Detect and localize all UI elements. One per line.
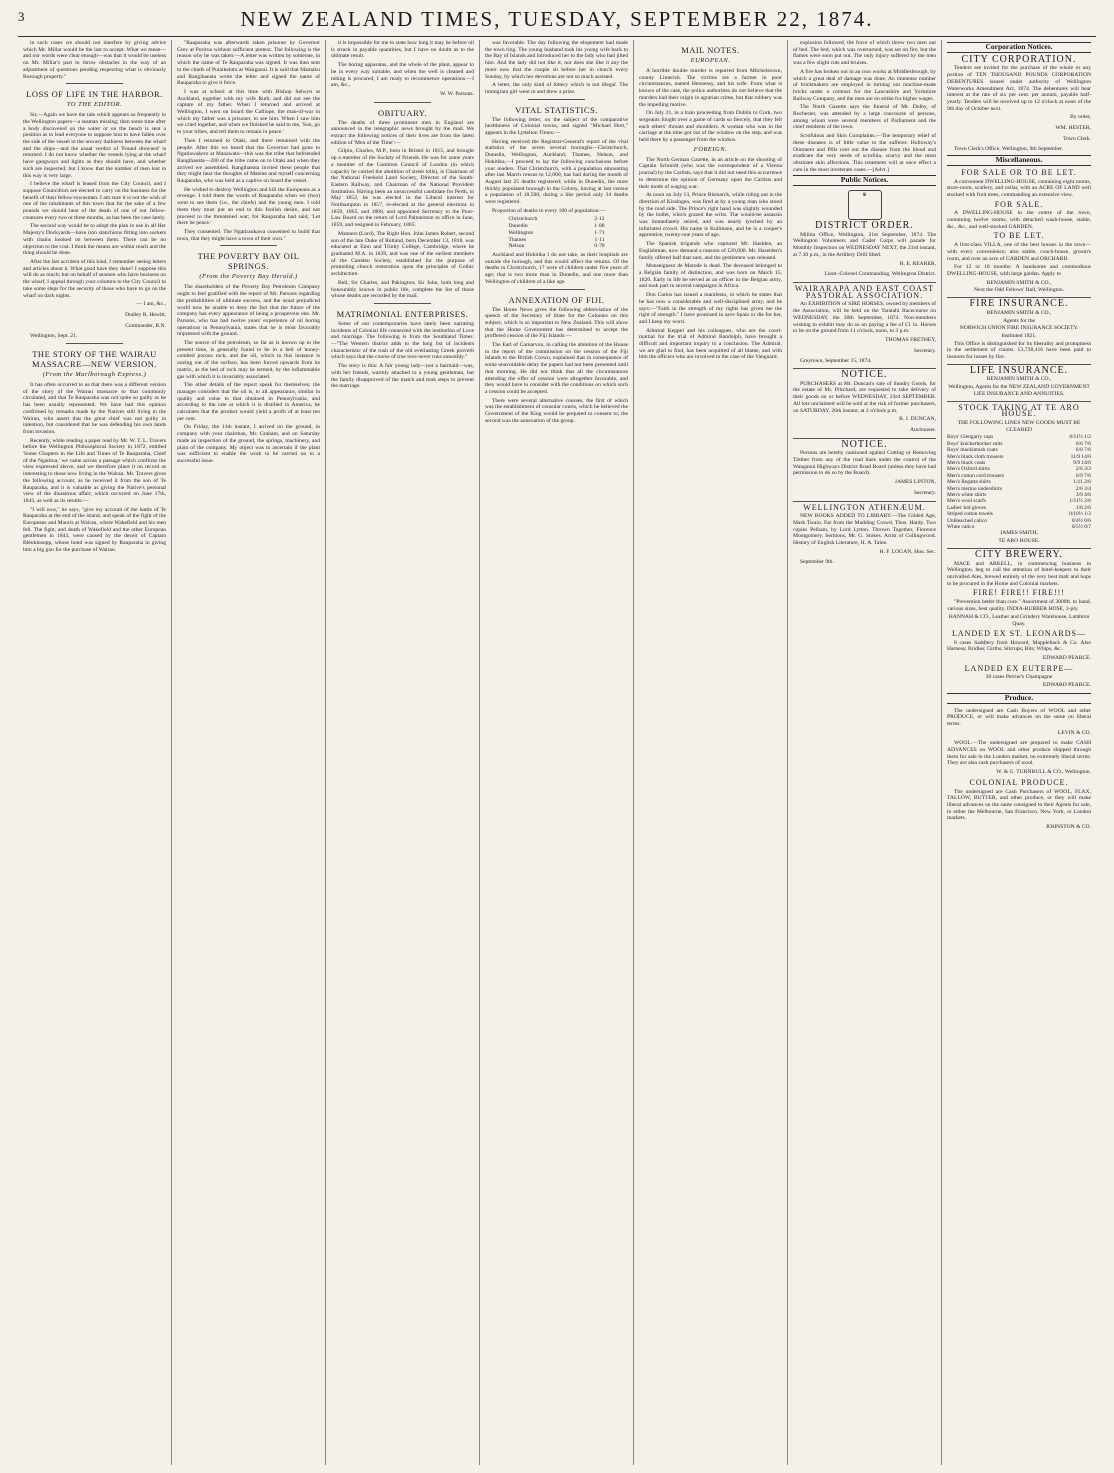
- article-heading: MAIL NOTES.: [681, 45, 740, 55]
- divider: [374, 102, 431, 103]
- dateline: Wellington, Sept. 21.: [30, 333, 78, 340]
- table-row: [506, 243, 606, 250]
- article-text: Having received the Registrar-General's report of the vital statistics of the seven several boroughs—Christchurch, Dunedin, Wellington, Auckland, Thames, Nelson, and Hokitika,—I proceed to lay the following conclusions before your readers. That Christchurch, with a population amounting after last March census to 12,000, has had during the month of August last 25 deaths registered; while in Dunedin, the most thickly populated borough in the Colony, having at last census a population of 18,500, during a like period only 34 deaths were registered.: [485, 138, 628, 206]
- table-cell: Men's cotton cord trousers: [947, 472, 1005, 479]
- table-cell: Men's Oxford shirts: [947, 466, 990, 473]
- dateline: September 9th.: [800, 559, 834, 566]
- masthead: [0, 0, 1114, 38]
- masthead-rule: [18, 36, 1096, 37]
- table-cell: Men's black coats: [947, 459, 986, 466]
- advert-line: 30 cases Perrier's Champagne: [985, 674, 1053, 681]
- mortality-table: [506, 216, 606, 250]
- divider: [793, 282, 936, 283]
- advert-line: BENJAMIN SMITH & CO.,: [986, 376, 1052, 383]
- article-heading: LOSS OF LIFE IN THE HARBOR.: [26, 89, 163, 100]
- dateline: Town Clerk's Office, Wellington, 9th September.: [954, 146, 1064, 153]
- section-heading: Miscellaneous.: [947, 155, 1091, 166]
- table-cell: 1/11 2/6: [1073, 479, 1091, 486]
- table-cell: Men's Regatta shirts: [947, 479, 991, 486]
- advert-line: BENJAMIN SMITH & CO.,: [986, 309, 1052, 316]
- signature: LEVIN & CO.: [1057, 729, 1091, 736]
- article-text: it is impossible for me to state how long it may be before oil is struck in payable quantities, but I have no doubt as to the ultimate result.: [331, 40, 474, 60]
- royal-arms-icon: ♛: [848, 190, 882, 220]
- table-cell: 9/9 14/6: [1073, 459, 1091, 466]
- article-heading: MATRIMONIAL ENTERPRISES.: [336, 308, 469, 319]
- signature: — I am, &c.,: [136, 301, 166, 308]
- table-cell: Boys' mackintosh coats: [947, 447, 998, 454]
- advert-title: LANDED EX EUTERPE—: [964, 663, 1074, 673]
- notice-title: WELLINGTON ATHENÆUM.: [803, 502, 926, 512]
- advert-title: FIRE INSURANCE.: [969, 298, 1069, 310]
- article-text: The shareholders of the Poverty Bay Petroleum Company ought to feel gratified with the report of Mr. Parsons regarding the probabilities of ultimate success, and the usual prejudiced world now be unable to deny the fact that the future of the company has every appearance of being a prosperous one. Mr. Parsons, who has had twelve years' experience of oil boring operations in Pennsylvania, states that he is most favorably impressed with the ground.: [177, 284, 320, 338]
- advert-title: COLONIAL PRODUCE.: [969, 777, 1069, 787]
- section-heading: Produce.: [947, 693, 1091, 704]
- column-6: [788, 40, 942, 1465]
- table-row: [506, 216, 606, 223]
- article-text: The Spanish brigands who captured Mr. Haslden, an Englishman, now demand a ransom of £20,000. Mr. Haselden's family offered half that sum, and the gentlemen was released.: [639, 241, 782, 261]
- article-text: He wished to destroy Wellington and kill the Europeans as a revenge. I told them the words of Rauparaha when we (two) went to see them (i.e., the chiefs) and the young men. I told them they must put an end to this foolish desire, and not proceed to the threatened war; for Rauparaha had said, 'Let there be peace.': [177, 186, 320, 227]
- article-heading: ANNEXATION OF FIJI.: [508, 294, 605, 305]
- newspaper-title: NEW ZEALAND TIMES, TUESDAY, SEPTEMBER 22, 1874.: [240, 7, 874, 31]
- section-heading: Corporation Notices.: [947, 42, 1091, 53]
- article-text: explosion followed, the force of which threw two men out of bed. The bed, which was overturned, was set on fire, but the flames were soon put out. The only injury suffered by the men was a few slight cuts and bruises.: [793, 40, 936, 67]
- table-cell: 1·88: [594, 223, 605, 230]
- advert-line: BENJAMIN SMITH & CO.,: [986, 279, 1052, 286]
- table-cell: 3/9 4/6: [1075, 492, 1091, 498]
- advert-title: CITY CORPORATION.: [961, 53, 1077, 65]
- advertisement-text: Scrofulous and Skin Complaints.—The temporary relief of these diseases is of little value to the sufferer. Holloway's Ointment and Pills root out the disease from the blood and eradicate the very seeds of scrofula, scurvy and the most obstinate skin affections. This treatment will at once effect a cure in the most inveterate cases.—[Advt.]: [793, 133, 936, 173]
- table-cell: 2/6 3/3: [1075, 466, 1091, 473]
- advert-text: MACE and ARKELL, in commencing business in Wellington, beg to call the attention of hotel-keepers to their unrivalled Ales, brewed entirely of the very best malt and hops to be procured in the Home and Colonial markets.: [947, 560, 1091, 587]
- table-cell: 6/0 7/6: [1075, 447, 1091, 454]
- table-cell: Dunedin: [508, 223, 528, 230]
- table-cell: Men's merino undershirts: [947, 485, 1002, 492]
- advert-title: TO BE LET.: [993, 231, 1045, 241]
- article-heading: THE STORY OF THE WAIRAU MASSACRE—NEW VERSION.: [32, 349, 157, 370]
- signature: Town Clerk.: [1063, 135, 1091, 142]
- table-cell: 6/9 7/6: [1075, 472, 1091, 479]
- table-cell: White calico: [947, 524, 975, 531]
- article-text: "I will now," he says, "give my account of the battle of Te Rauparaha at the end of the island, and speak of the fight of the Europeans and Maoris at Wairau, where Wakefield and his men fell. The fight, and death of Wakefield and the other European gentlemen in 1843, were caused by the deceit of Captain Blenkinsopp, whose bond was signed by Rauparaha in giving him a big gun for the purchase of Wairau.: [23, 506, 166, 553]
- dateline: Greytown, September 15, 1874.: [800, 358, 872, 365]
- article-heading: THE POVERTY BAY OIL SPRINGS.: [197, 251, 300, 272]
- article-text: Monseigneur de Marode is dead. The deceased belonged to a Belgian family of distinction, and was born on March 15, 1820. Early in life he served as an officer in the Belgian army, and took part in several campaigns in Africa.: [639, 263, 782, 290]
- notice-text: PURCHASERS at Mr. Duncan's sale of Sundry Goods, for the estate of Mr. Pritchard, are requested to take delivery of their goods on or before WEDNESDAY, 23rd SEPTEMBER. All lots unclaimed will be sold at the risk of former purchasers, on SATURDAY, 26th instant, at 2 o'clock p.m.: [793, 380, 936, 414]
- article-text: The deaths of three prominent men in England are announced in the telegraphic news brought by the mail. We extract the following notices of their lives are from the latest edition of 'Men of the Time':—: [331, 119, 474, 146]
- advert-title: FOR SALE OR TO BE LET.: [961, 167, 1077, 177]
- column-3: [326, 40, 480, 1465]
- signature: EDWARD PEARCE.: [1042, 654, 1091, 661]
- article-subheading: EUROPEAN.: [690, 57, 731, 64]
- article-text: in such cases we should not interfere by giving advice which Mr. Millar would be the last to accept. What we mean—and our words were clear enough—was that it would be useless on Mr. Millar's part to throw obstacles in the way of an adjustment of questions pending respecting what is obviously Borough property.": [23, 40, 166, 80]
- article-text: Bell, Sir Charles, and Pakington, Sir John, both long and honourably known in public life, complete the list of those whose deaths are recorded by the mail.: [331, 279, 474, 300]
- advert-text: For 12 or 18 months: A handsome and commodious DWELLING-HOUSE, with large garden. Apply to: [947, 264, 1091, 277]
- divider: [528, 99, 585, 100]
- advert-line: Instituted 1821.: [1001, 332, 1037, 339]
- stats-intro: Proportion of deaths to every 100 of population:—: [492, 207, 606, 214]
- table-cell: 1/6 2/6: [1075, 504, 1091, 511]
- article-text: Sir,—Again we have the tale which appears so frequently in the Wellington papers—a seaman missing; then some time after a body discovered on the water or on the beach is sent a position as to lead everyone to suppose him to have fallen over the side of the vessel in the unwary darkness between the wharf and the ships—and the usual verdict of 'Found drowned' is returned. I do not know whether the vessels lying at the wharf have gangways and lights as they should have, and whether such are inspected; but I know that the number of men lost in this way is very large.: [23, 112, 166, 179]
- article-text: Auckland and Hokitika I do not take, as their hospitals are outside the borough, and this would affect the returns. Of the deaths in Christchurch, 17 were of children under five years of age; that is two more than in Dunedin, and one more than Wellington of children of a like age.: [485, 251, 628, 285]
- column-7: [942, 40, 1096, 1465]
- table-cell: 11/9 14/6: [1070, 453, 1091, 460]
- article-text: On Friday, the 11th instant, I arrived on the ground, in company with your chairman, Mr. Graham, and on Saturday made an inspection of the ground, the springs, machinery, and plant of the company. My object was to ascertain if the plant was sufficient to enable the work to be carried on to a successful issue.: [177, 424, 320, 464]
- signature: W. W. Parsons.: [440, 90, 474, 97]
- signature: Auctioneer.: [910, 426, 936, 433]
- table-cell: Ladies' kid gloves: [947, 504, 986, 511]
- table-cell: 0/10½ 1/3: [1069, 511, 1091, 518]
- signature: By order,: [1070, 114, 1091, 121]
- divider: [947, 401, 1091, 402]
- article-text: The second way would be to adopt the plan in use in all Her Majesty's Dockyards—have iron stanchions fitting into sockets with chains hooked on between them. There can be no objection to the cost. I think the means are within reach and the thing should be done.: [23, 223, 166, 257]
- advert-title: LANDED EX ST. LEONARDS—: [952, 628, 1086, 638]
- column-2: [172, 40, 326, 1465]
- article-subheading: TO THE EDITOR.: [66, 101, 123, 109]
- notice-text: Persons are hereby cautioned against Cutting or Removing Timber from any of the road lines under the control of the Wanganui Highways District Road Board (unless they have had permission to do so by the Board).: [793, 450, 936, 477]
- table-cell: 1/11½ 2/6: [1069, 498, 1091, 505]
- article-text: I believe the wharf is leased from the City Council, and I suppose Councillors are elected to carry on the business for the benefit of their fellow-townsmen. I am sure it is not the wish of one of the inhabitants of this town that for the sake of a few pounds we should hear of the death of one of our fellow-creatures every two or three months, as has been the case lately.: [23, 181, 166, 221]
- table-cell: 1·71: [594, 229, 605, 236]
- signature: Secretary.: [913, 489, 936, 496]
- table-cell: 0/11½ 1/2: [1069, 434, 1091, 441]
- article-text: Then I returned to Otaki, and there remained with the people. After this we heard that the Governor had gone to Ngatiawakero at Manawatu—this was the tribe that befriended Rangihaeata—200 of the tribe came on to Otaki and when they arrived we assembled. Rangihaeata invited these people that they might hear the thoughts of Matene and myself concerning Rauparaha, who was held as a captive on board the vessel.: [177, 137, 320, 185]
- article-text: The boring apparatus, and the whole of the plant, appear to be in every way suitable, and when the well is cleaned and tubing is procured, I am ready to recommence operations.—I am, &c.,: [331, 62, 474, 89]
- article-text: A fire has broken out in an iron works at Middlesbrough, by which a great deal of damage was done. An immense number of brickmakers are employed in turning out machine-made bricks under a contract for the Lancashire and Yorkshire Railway Company, and the men are on strike for higher wages.: [793, 68, 936, 102]
- advert-title: LIFE INSURANCE.: [969, 364, 1069, 376]
- signature: JAMES LINTON,: [894, 479, 936, 486]
- notice-text: NEW BOOKS ADDED TO LIBRARY.—The Gilded Age, Mark Twain. Far from the Madding Crowd, Thos. Hardy. Two copies Pelham, by Lord Lytton. Thrown Together, Florence Montgomery. Sermons, Mr. G. Stokes. Artist of Collingwood. History of English Literature, H. A. Taine.: [793, 513, 936, 547]
- signature: Lieut.-Colonel Commanding, Wellington District.: [824, 271, 936, 278]
- divider: [66, 83, 123, 84]
- page-columns: [18, 40, 1096, 1465]
- divider: [374, 303, 431, 304]
- article-text: They consented. The Ngatiraukawa consented to build that town, that they might have a town of their own.": [177, 228, 320, 242]
- article-heading: OBITUARY.: [378, 107, 427, 118]
- signature: Commander, R.N.: [125, 322, 166, 329]
- table-cell: Men's white shirts: [947, 492, 987, 498]
- advert-text: The undersigned are Cash Buyers of WOOL and other PRODUCE, or will make advances on the same on liberal terms.: [947, 707, 1091, 727]
- article-text: The North Gazette says the funeral of Mr. Dolby, of Rochester, was attended by a large concourse of persons, among whom were several members of Parliament and the chief residents of the town.: [793, 104, 936, 131]
- signature: WM. HESTER,: [1055, 125, 1091, 132]
- table-cell: Nelson: [508, 243, 525, 250]
- notice-title: NOTICE.: [841, 438, 888, 450]
- article-text: The Earl of Carnarvon, in calling the attention of the House to the report of the commission on the cession of the Fiji Islands to the British Crown, explained that in consequence of some unavoidable delay the papers had not been presented until that morning. He did not think that all the circumstances attending the offer of cession were altogether favorable, and they would have to consider with the conditions on which such a cession could be accepted.: [485, 342, 628, 395]
- signature: W. & G. TURNBULL & CO., Wellington.: [996, 769, 1091, 776]
- article-text: There were several alternative courses, the first of which was the establishment of consular courts, which he believed the Government of the King would be prepared to consent to; the second was the annexation of the group.: [485, 397, 628, 424]
- advert-title: FIRE! FIRE!! FIRE!!!: [973, 588, 1065, 598]
- article-text: A letter, the only kind of lottery which is not illegal. The immigrant girl went in and drew a prize.: [485, 82, 628, 95]
- table-cell: Thames: [508, 236, 527, 243]
- article-subheading: (From the Marlborough Express.): [42, 371, 147, 379]
- advert-line: Agents for the: [1002, 317, 1035, 324]
- advert-title: STOCK TAKING AT TE ARO HOUSE.: [958, 402, 1080, 419]
- article-subheading: FOREIGN.: [693, 145, 728, 153]
- table-cell: Men's wool scarfs: [947, 498, 986, 505]
- notice-title: DISTRICT ORDER.: [815, 220, 914, 232]
- advert-line: TE ARO HOUSE.: [998, 538, 1040, 545]
- divider: [793, 501, 936, 502]
- notice-title: NOTICE.: [841, 369, 888, 381]
- price-list: [947, 434, 1091, 530]
- advert-line: Wellington, Agents for the NEW ZEALAND GOVERNMENT LIFE INSURANCE AND ANNUITIES.: [948, 384, 1090, 397]
- page-number: 3: [18, 9, 25, 24]
- advert-line: Next the Odd Fellows' Hall, Wellington.: [973, 287, 1065, 294]
- article-text: The Home News gives the following abbreviation of the speech of the Secretary of State for the Colonies on this subject, which is so important to New Zealand. This will show that the Home Government has determined to accept the proffered cession of the Fiji Islands:—: [485, 306, 628, 340]
- table-row: [506, 223, 606, 230]
- section-heading: Public Notices.: [793, 175, 936, 186]
- advert-text: Tenders are invited for the purchase of the whole or any portion of TEN THOUSAND POUNDS CORPORATION DEBENTURES issued under authority of Wellington Waterworks Amendment Act, 1874. The debentures will bear interest at the rate of six per cent. per annum, payable half-yearly. Tenders will be received up to 12 o'clock at noon of the 9th day of October next.: [947, 65, 1091, 112]
- notice-title: WAIRARAPA AND EAST COAST PASTORAL ASSOCIATION.: [794, 283, 935, 300]
- article-text: A horrible double murder is reported from Mitchelstown, county Limerick. The victims are a farmer in poor circumstances, named Hennessy, and his wife. From what is known of the case, the police authorities do not believe that the murders had their origin in agrarian crime, but that robbery was the impelling motive.: [639, 68, 782, 108]
- table-cell: 6/6 7/6: [1075, 440, 1091, 447]
- table-cell: 1·11: [594, 236, 605, 243]
- article-text: The story is this: A fair young lady—not a barmaid—was, with her friends, warmly attached to a young gentleman, but the family disapproved of the match and took steps to prevent the marriage.: [331, 363, 474, 390]
- divider: [528, 289, 585, 290]
- table-cell: Boys' knickerbocker suits: [947, 440, 1003, 447]
- article-text: It has often occurred to us that there was a different version of the story of the Wairau massacre to that commonly circulated, and that Te Rauparaha was not quite so guilty as he has been usually represented. We have had this opinion confirmed by remarks made by the Natives still living in the Wairau, who assert that the great chief was not guilty in intention, but considered that he was defending his own lands from invasion.: [23, 382, 166, 435]
- article-text: "Rauparaha was afterwards taken prisoner by Governor Grey at Porirua without sufficient pretext. The following is the reason why he was taken:—A letter was written by someone, in which the name of Te Rauparaha was signed. It was then sent to the chiefs of Putaiketutu at Wanganui. It is said that Mamaku and Rangihaeata wrote the letter and signed the name of Rauparaha to give it force.: [177, 40, 320, 87]
- article-text: After the last accident of this kind, I remember seeing letters and articles about it. What good have they done? I suppose this will do as much; but on behalf of seamen who have business on the wharf, I appeal through your columns to the City Council to take some steps for the security of those who have to go on the wharf on dark nights.: [23, 258, 166, 299]
- signature: R. J. DUNCAN,: [899, 416, 936, 423]
- article-text: Some of our contemporaries have lately been narrating incidents of Colonial life connected with the institution of Love and marriage. The following is from the Southland Times:—"The Western district adds to the long list of incidents characteristic of the rush of the old everlasting Greek proverb which says that the course of true love never runs smoothly.": [331, 320, 474, 361]
- advert-text: A convenient DWELLING-HOUSE, containing eight rooms, store-room, scullery, and cellar, with an ACRE OF LAND well stocked with fruit trees, commanding an extensive view.: [947, 178, 1091, 198]
- divider: [66, 343, 123, 344]
- table-row: [506, 237, 606, 244]
- table-cell: Christchurch: [508, 216, 538, 223]
- column-1: [18, 40, 172, 1465]
- advert-text: The undersigned are Cash Purchasers of WOOL, FLAX, TALLOW, BUTTER, and other produce, or they will make liberal advances on the same consigned to their Agents for sale, in either the Melbourne, San Francisco, New York, or London markets.: [947, 788, 1091, 822]
- table-cell: Wellington: [508, 229, 534, 236]
- divider: [220, 245, 277, 246]
- table-cell: 2·12: [594, 216, 605, 223]
- signature: Dudley R. Hewitt,: [124, 311, 166, 318]
- signature: H. F. LOGAN, Hon. Sec.: [879, 548, 936, 555]
- table-cell: Striped cotton towels: [947, 511, 993, 518]
- article-text: Recently, while reading a paper read by Mr. W. T. L. Travers before the Wellington Philosophical Society in 1872, entitled 'Some Chapters in the Life and Times of Te Rauparaha, Chief of the Ngatitoa,' we came across a passage which confirms the view expressed above, and we therefore place it on record as interesting to those now living in the Wairau. Mr. Travers gives the following account, as he received it from the son of Te Rauparaha, and it is valuable as giving the Native's personal view of the disastrous affair, which occurred on June 17th, 1843, as well as its results:—: [23, 437, 166, 504]
- advert-line: NORWICH UNION FIRE INSURANCE SOCIETY.: [959, 325, 1079, 332]
- column-5: [634, 40, 788, 1465]
- notice-text: Militia Office, Wellington, 21st September, 1874. The Wellington Volunteers and Cadet Corps will parade for Monthly Inspection on WEDNESDAY NEXT, the 23rd instant, at 7.30 p.m., in the Artillery Drill Shed.: [793, 231, 936, 258]
- signature: THOMAS FRETHEY,: [885, 336, 936, 343]
- article-text: The North German Gazette, in an article on the shooting of Captain Schmidt (who was the correspondent of a Vienna journal) by the Carlists, says that it did not need this occurrence to determine the opinion of Germany upon the Carlists and their mode of waging war.: [639, 156, 782, 190]
- signature: EDWARD PEARCE.: [1042, 682, 1091, 689]
- table-cell: Boys' Glengarry caps: [947, 434, 994, 441]
- article-text: Admiral Keppel and his colleagues, who are the court-martial for the trial of Admiral Randolph, have brought a difficult and important inquiry to a conclusion. The Admiral, we are glad to find, has been acquitted of all blame, and with him the officers who are involved in the case of the Vanguard.: [639, 327, 782, 361]
- advert-line: THE FOLLOWING LINES NEW GOODS MUST BE CLEARED: [957, 419, 1081, 433]
- table-cell: Unbleached calico: [947, 517, 987, 524]
- article-text: The other details of the report speak for themselves; the manager considers that the oil is, to all appearance, similar in quality and value to that obtained in Pennsylvania, and according to the rate at which it is distilled in America, he calculates that the product would yield a profit of at least ten per cent.: [177, 382, 320, 422]
- table-cell: Men's black cloth trousers: [947, 453, 1004, 460]
- article-text: Manners (Lord), The Right Hon. John James Robert, second son of the late Duke of Rutland, born December 13, 1818, was educated at Eton and Trinity College, Cambridge, where he graduated M.A. in 1839, and was one of the earliest members of the Camden Society, established for the purpose of promoting church restoration upon the principles of Gothic architecture.: [331, 230, 474, 278]
- advert-text: 8 cases Saddlery from Howard, Mappleback & Co. Also Harness; Bridles; Girths; Stirrups; Bits; Whips, &c.: [947, 639, 1091, 653]
- notice-text: An EXHIBITION of SIRE HORSES, owned by members of the Association, will be held on the Taratahi Racecourse on WEDNESDAY, the 30th September, 1874. Non-members wishing to exhibit may do so on paying a fee of £1 1s. Horses to be on the ground from 11 o'clock, noon, to 3 p.m.: [793, 301, 936, 335]
- table-cell: 2/6 3/4: [1075, 485, 1091, 492]
- article-text: The source of the petroleum, so far as is known up to the present time, is generally found to be in a belt of honey-combed porous rock, and the oil, which in this instance is oozing out of the surface, has been forced upwards from its matrix, as the bed of rock may be termed, by the inflammable gas with which it is invariably associated.: [177, 340, 320, 380]
- table-row: [506, 230, 606, 237]
- signature: H. E. REARER,: [899, 260, 936, 267]
- advert-text: A DWELLING-HOUSE in the centre of the town, containing twelve rooms, with detached wash-house, stable, &c., &c., and well-stocked GARDEN.: [947, 210, 1091, 230]
- advert-title: CITY BREWERY.: [974, 548, 1063, 560]
- article-text: Don Carlos has issued a manifesto, in which he states that he has now a considerable and well-disciplined army, and he says:—"Faith in the strength of my rights has given me the right of strength." I have promised to save Spain or die for her, and I keep my word.: [639, 292, 782, 325]
- article-subheading: (From the Poverty Bay Herald.): [199, 273, 298, 281]
- article-text: was favorable. The day following the elopement had made the town ring. The young husband took his young wife back to the Bay of Islands and introduced her to the lady who had jilted him. And the lady did not like it, nor does she like it any the more now that the couple sit before her in church every Sunday, by which her devotions are not so much assisted.: [485, 40, 628, 80]
- advert-text: "Prevention better than cure." Assortment of 3000ft. to hand, various sizes, best quality, INDIA-RUBBER HOSE, 3-ply.: [947, 599, 1091, 612]
- table-cell: 0/5½ 0/7: [1071, 524, 1091, 531]
- advert-title: FOR SALE.: [994, 199, 1044, 209]
- article-heading: VITAL STATISTICS.: [515, 104, 598, 115]
- advert-line: HANNAH & CO., Leather and Grindery Warehouse, Lambton Quay.: [948, 614, 1090, 628]
- advert-text: WOOL.—The undersigned are prepared to make CASH ADVANCES on WOOL and other produce shipped through them for sale in the London market, on extremely liberal terms. They are also cash purchasers of wool.: [947, 740, 1091, 767]
- column-4: [480, 40, 634, 1465]
- advert-text: A first-class VILLA, one of the best houses in the town—with every convenience; also stable, coach-house, groom's room, and over an acre of GARDEN and ORCHARD.: [947, 242, 1091, 262]
- table-cell: 0·70: [594, 243, 605, 250]
- article-text: I was at school at this time with Bishop Selwyn at Auckland, together with my wife Ruth, and did not see the capture of my father. When I returned and arrived at Wellington, I went on board the Calliope, the man-of-war in which my father was a prisoner, to see him. When I saw him we cried together, and when we finished he said to me, 'Son, go to your tribes, and tell them to remain in peace.': [177, 88, 320, 136]
- article-text: At noon on July 13, Prince Bismarck, while riding out in the direction of Kissingen, was fired at by a young man who stood by the road side. The Prince's right hand was slightly wounded by the bullet, which grazed the wrist. The would-be assassin was immediately seized, and was nearly lynched by an infuriated crowd. His name is Kullmann, and he is a cooper's apprentice, twenty-one years of age.: [639, 192, 782, 239]
- advert-line: JAMES SMITH,: [1000, 530, 1038, 537]
- table-cell: 0/4½ 0/6: [1071, 517, 1091, 524]
- signature: Secretary.: [913, 347, 936, 354]
- article-text: On July 21, in a train proceeding from Dublin to Cork, two sergeants fought over a game of cards so fiercely, that they fell each others' throats and shoulders. A woman who was in the carriage at the time got out of the window on the step, and was held there by a passenger from the window.: [639, 110, 782, 144]
- article-text: Gilpin, Charles, M.P., born in Bristol in 1815, and brought up a member of the Society of Friends. He was for some years a member of the Common Council of London (in which capacity he carried the abolition of street tolls), is Chairman of the National Freehold Land Society, Director of the South-Eastern Railway, and Chairman of the National Provident Institution. Having been an unsuccessful candidate for Perth, in May 1852, he was elected in the Liberal interest for Northampton in 1857, re-elected at the general elections in 1859, 1865, and 1868, and appointed Secretary to the Poor-Law Board on the return of Lord Palmerston to office in June, 1859, and resigned in February, 1865.: [331, 148, 474, 229]
- advert-text: This Office is distinguished for its liberality and promptness in the settlement of claims. £3,738,416 have been paid to insurers for losses by fire.: [947, 340, 1091, 361]
- signature: JOHNSTON & CO.: [1045, 824, 1091, 831]
- article-text: The following letter, on the subject of the comparative healthiness of Colonial towns, and signed "Michael Hort," appears in the Lyttelton Times:—: [485, 116, 628, 137]
